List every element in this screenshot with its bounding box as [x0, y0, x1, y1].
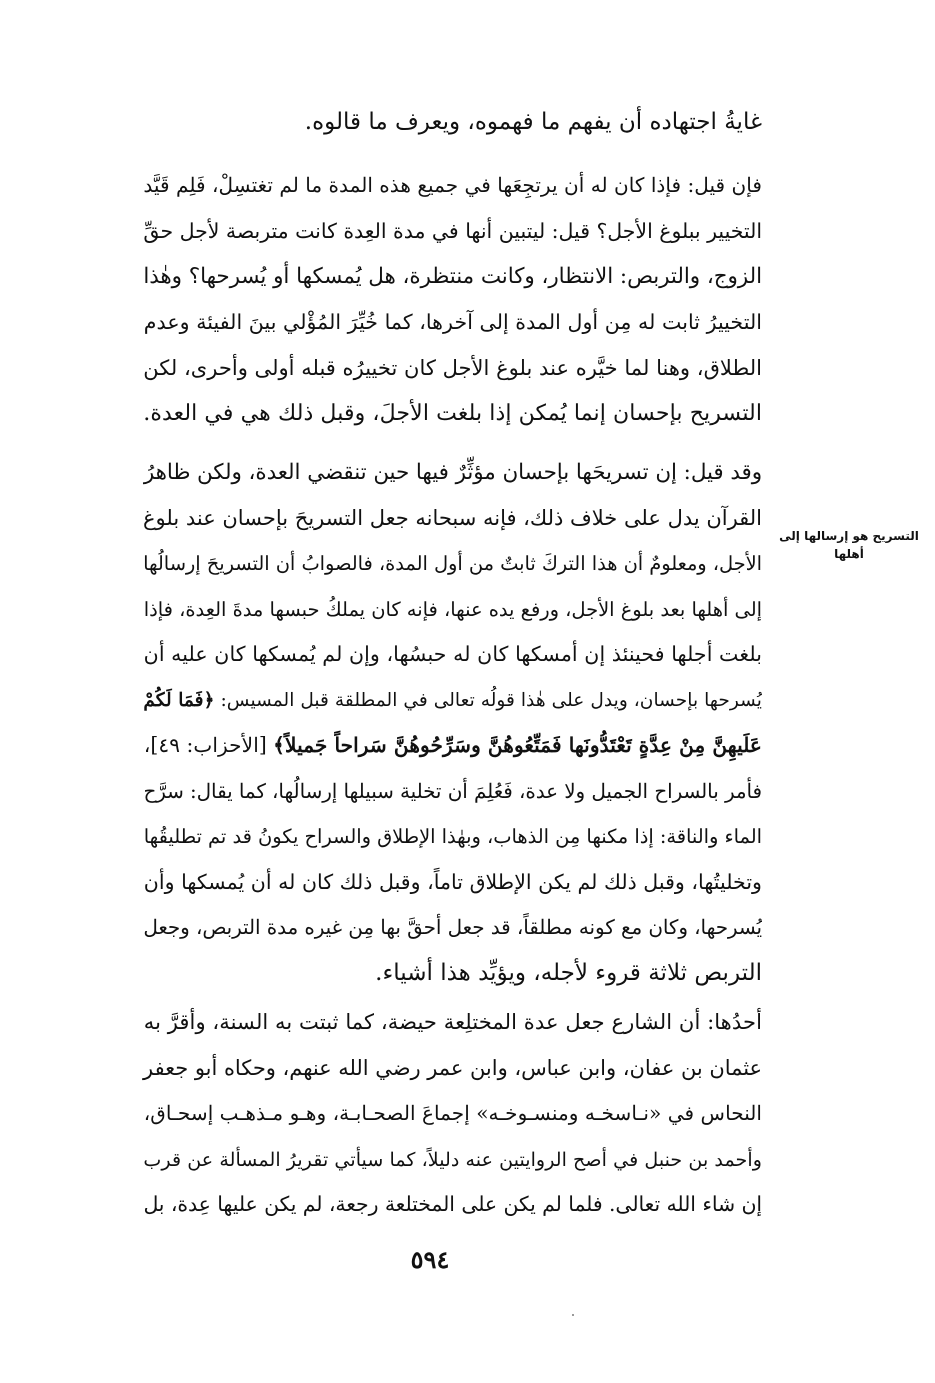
text-line-with-verse — [140, 723, 762, 769]
margin-note-line: التسريح هو إرسالها إلى — [779, 529, 919, 543]
text-line: التربص ثلاثة قروء لأجله، ويؤيِّد هذا أشياء. — [375, 959, 762, 986]
text-line: فإن قيل: فإذا كان له أن يرتجِعَها في جميع هذه المدة ما لم تغتسِلْ، فَلِم قَيَّد — [143, 173, 762, 197]
text-line: النحاس في «نـاسخـه ومنسـوخـه» إجماعَ الصحـابـة، وهـو مـذهـب إسحـاق، — [143, 1101, 762, 1125]
text-line: وتخليتُها، وقبل ذلك لم يكن الإطلاق تاماً، وقبل ذلك كان له أن يُمسكها وأن — [143, 869, 762, 894]
page-number: ٥٩٤ — [410, 1245, 450, 1274]
text-line: بلغت أجلها فحينئذ إن أمسكها كان له حبسُها، وإن لم يُمسكها كان عليه أن — [143, 642, 762, 666]
text-line: يُسرحها، وكان مع كونه مطلقاً، قد جعل أحقَّ بها مِن غيره مدة التربص، وجعل — [143, 916, 762, 939]
text-line: وقد قيل: إن تسريحَها بإحسان مؤثِّرٌ فيها حين تنقضي العدة، ولكن ظاهرُ — [143, 460, 762, 485]
scan-speck — [572, 1314, 574, 1316]
paragraph-question — [140, 163, 762, 436]
margin-note — [764, 527, 934, 563]
text-line: الأجل، ومعلومٌ أن هذا التركَ ثابتٌ من أول المدة، فالصوابُ أن التسريحَ إرسالُها — [143, 552, 762, 575]
text-line: وأحمد بن حنبل في أصح الروايتين عنه دليلاً، كما سيأتي تقريرُ المسألة عن قرب — [143, 1147, 762, 1171]
paragraph-opening — [140, 100, 762, 146]
text-line: التخييرُ ثابت له مِن أول المدة إلى آخرها، كما خُيِّرَ المُؤْلي بينَ الفيئة وعدم — [143, 309, 762, 334]
paragraph-tasrih — [140, 450, 762, 996]
text-line: أحدُها: أن الشارع جعل عدة المختلِعة حيضة، كما ثبتت به السنة، وأقرَّ به — [143, 1010, 762, 1035]
verse-reference: [الأحزاب: ٤٩]، — [143, 733, 267, 757]
text-line: الماء والناقة: إذا مكنها مِن الذهاب، وبهٰذا الإطلاق والسراح يكونُ قد تم تطليقُها — [143, 825, 762, 848]
text-line: القرآن يدل على خلاف ذلك، فإنه سبحانه جعل التسريحَ بإحسان عند بلوغ — [143, 505, 762, 530]
text-line: التسريح بإحسان إنما يُمكن إذا بلغت الأجلَ، وقبل ذلك هي في العدة. — [143, 399, 762, 426]
paragraph-first-evidence — [140, 1000, 762, 1228]
text-line: عثمان بن عفان، وابن عباس، وابن عمر رضي الله عنهم، وحكاه أبو جعفر — [143, 1055, 762, 1080]
text-line: الزوج، والتربص: الانتظار، وكانت منتظرة، هل يُمسكها أو يُسرحها؟ وهٰذا — [143, 264, 762, 289]
quran-verse: عَلَيهِنَّ مِنْ عِدَّةٍ تَعْتَدُّونَها فَمَتِّعُوهُنَّ وسَرِّحُوهُنَّ سَراحاً جَميلاً﴾ — [273, 733, 762, 757]
text-line: إن شاء الله تعالى. فلما لم يكن على المختلعة رجعة، لم يكن عليها عِدة، بل — [143, 1192, 762, 1216]
quran-verse-opening: ﴿فَمَا لَكُمْ — [143, 688, 215, 711]
text-line: الطلاق، وهنا لما خيَّره عند بلوغ الأجل كان تخييرُه قبله أولى وأحرى، لكن — [143, 355, 762, 380]
text-line-with-verse-start — [140, 678, 762, 724]
margin-note-line: أهلها — [834, 547, 864, 561]
text-line: غايةُ اجتهاده أن يفهم ما فهموه، ويعرف ما قالوه. — [304, 109, 762, 135]
text-line: إلى أهلها بعد بلوغ الأجل، ورفع يده عنها، فإنه كان يملكُ حبسها مدةَ العِدة، فإذا — [143, 597, 762, 621]
text-run: يُسرحها بإحسان، ويدل على هٰذا قولُه تعالى في المطلقة قبل المسيس: — [220, 689, 762, 711]
text-line: التخيير ببلوغ الأجل؟ قيل: ليتبين أنها في مدة العِدة كانت متربصة لأجل حقِّ — [143, 218, 762, 243]
text-line: فأمر بالسراح الجميل ولا عدة، فَعُلِمَ أن تخلية سبيلها إرسالُها، كما يقال: سرَّح — [143, 779, 762, 803]
